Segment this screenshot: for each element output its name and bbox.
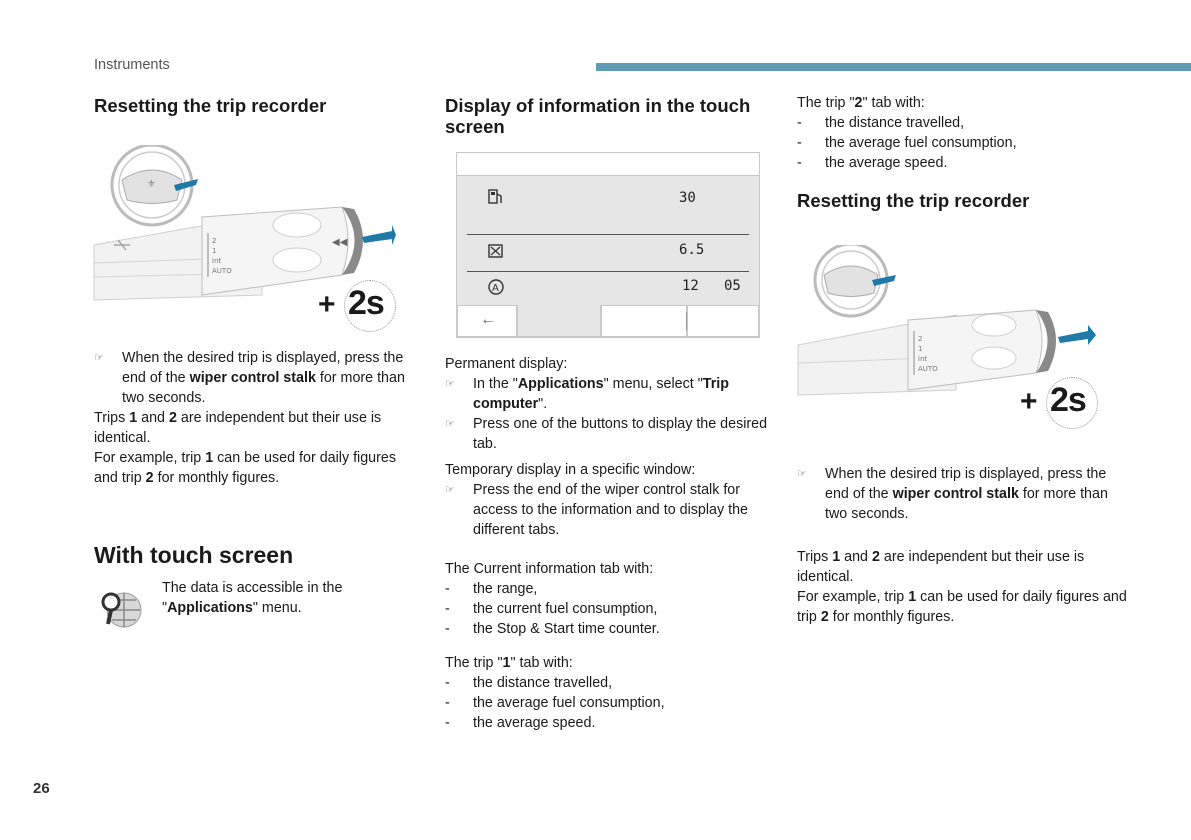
two-seconds-label: 2s (348, 284, 384, 322)
temp-bullet-1: ☞ Press the end of the wiper control stalk for access to the information and to display the different tabs. (445, 482, 748, 538)
list-item: - the current fuel consumption, (445, 601, 658, 617)
stop-start-row: A 12 05 (457, 272, 759, 305)
pointer-arrow-icon (362, 225, 396, 245)
col2-title: Display of information in the touch screen (445, 95, 751, 137)
col2-text (445, 354, 775, 733)
list-item: - the distance travelled, (445, 675, 613, 691)
screen-tabs (457, 305, 759, 337)
trip-computer-screen (456, 152, 760, 338)
page-number: 26 (33, 780, 50, 797)
consumption-row: 6.5 (457, 236, 759, 270)
tab-trip-1[interactable] (601, 305, 687, 337)
applications-icon (100, 588, 146, 630)
list-item: - the average fuel consumption, (445, 695, 665, 711)
perm-bullet-1: ☞ In the "Applications" menu, select "Trip computer". (445, 376, 729, 412)
list-item: - the average fuel consumption, (797, 135, 1017, 151)
list-item: - the range, (445, 581, 538, 597)
fuel-pump-icon (487, 188, 505, 211)
col1-bullet: ☞ When the desired trip is displayed, press the end of the wiper control stalk for more than two seconds. (94, 350, 405, 406)
temporary-display-label: Temporary display in a specific window: (445, 462, 696, 478)
plus-icon: + (318, 288, 336, 321)
svg-text:2: 2 (212, 237, 217, 245)
hold-2s-badge (1020, 375, 1104, 435)
trip1-label: The trip "1" tab with: (445, 655, 573, 671)
perm-bullet-2: ☞ Press one of the buttons to display the desired tab. (445, 416, 768, 452)
touch-screen-title: With touch screen (94, 542, 294, 568)
svg-text:1: 1 (212, 247, 217, 255)
screen-body (457, 176, 759, 305)
pointer-hand-icon: ☞ (445, 378, 455, 390)
svg-text:A: A (492, 283, 499, 294)
tab-trip-2[interactable] (687, 305, 759, 337)
col3-para-2: For example, trip 1 can be used for daily figures and trip 2 for monthly figures. (797, 589, 1127, 625)
touch-screen-text: The data is accessible in the "Applications" menu. (162, 580, 343, 616)
col3-bullet: ☞ When the desired trip is displayed, press the end of the wiper control stalk for more than two seconds. (797, 466, 1108, 522)
col1-para-2: For example, trip 1 can be used for daily figures and trip 2 for monthly figures. (94, 450, 396, 486)
list-item: - the average speed. (797, 155, 948, 171)
col3-title: Resetting the trip recorder (797, 190, 1030, 211)
svg-text:AUTO: AUTO (918, 365, 938, 373)
back-button[interactable] (457, 305, 517, 337)
pointer-hand-icon: ☞ (797, 468, 807, 480)
section-header: Instruments (94, 57, 170, 73)
pointer-hand-icon: ☞ (94, 352, 104, 364)
svg-text:◀◀: ◀◀ (332, 237, 348, 248)
stop-start-icon (487, 278, 505, 301)
hold-2s-badge (318, 278, 402, 338)
svg-text:int: int (918, 355, 928, 363)
screen-top-bar (457, 153, 759, 176)
svg-text:2: 2 (918, 335, 923, 343)
pointer-hand-icon: ☞ (445, 418, 455, 430)
col3-text (797, 464, 1127, 627)
back-arrow-icon: ← (480, 311, 496, 328)
svg-text:1: 1 (918, 345, 923, 353)
pointer-arrow-icon (1058, 325, 1096, 345)
svg-text:⚜: ⚜ (147, 179, 156, 190)
plus-icon: + (1020, 385, 1038, 418)
svg-text:int: int (212, 257, 222, 265)
tab-current-info[interactable] (517, 305, 601, 337)
col1-para-1: Trips 1 and 2 are independent but their use is identical. (94, 410, 382, 446)
list-item: - the Stop & Start time counter. (445, 621, 660, 637)
col1-text (94, 348, 420, 488)
screen-divider (467, 234, 749, 235)
two-seconds-label: 2s (1050, 381, 1086, 419)
range-row: 30 (457, 181, 759, 217)
stalk-lever-icon (798, 310, 1056, 395)
col3-para-1: Trips 1 and 2 are independent but their use is identical. (797, 549, 1085, 585)
fuel-consumption-icon (487, 242, 505, 265)
col3-trip2 (797, 93, 1137, 173)
current-info-label: The Current information tab with: (445, 561, 654, 577)
list-item: - the average speed. (445, 715, 596, 731)
pointer-hand-icon: ☞ (445, 484, 455, 496)
svg-text:AUTO: AUTO (212, 267, 232, 275)
permanent-display-label: Permanent display: (445, 356, 568, 372)
col1-title: Resetting the trip recorder (94, 95, 327, 116)
list-item: - the distance travelled, (797, 115, 965, 131)
trip2-label: The trip "2" tab with: (797, 95, 925, 111)
header-accent-bar (596, 63, 1191, 71)
